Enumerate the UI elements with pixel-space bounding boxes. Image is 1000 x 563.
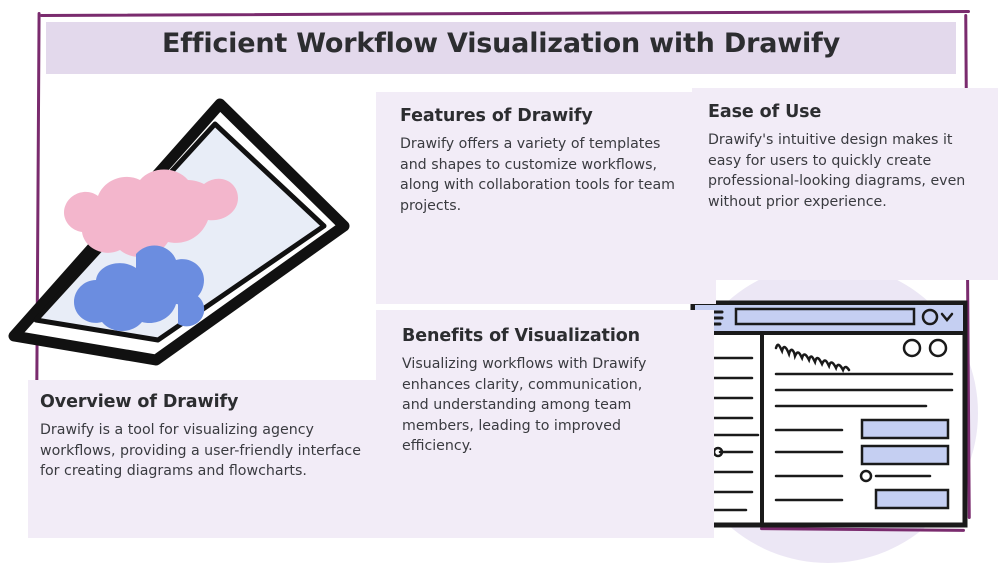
card-overview-body: Drawify is a tool for visualizing agency workflows, providing a user-friendly interface for creating diagrams and flowcharts. — [40, 422, 361, 480]
page-title: Efficient Workflow Visualization with Drawify — [161, 28, 840, 59]
card-overview-title: Overview of Drawify — [40, 392, 239, 412]
card-ease-body: Drawify's intuitive design makes it easy for users to quickly create professional-looking diagrams, even without prior experience. — [708, 132, 966, 210]
card-ease-of-use — [692, 88, 998, 280]
card-benefits-title: Benefits of Visualization — [402, 326, 641, 346]
frame-top-line — [40, 10, 970, 17]
card-benefits-body: Visualizing workflows with Drawify enhances clarity, communication, and understanding among team members, leading to improved efficiency. — [402, 356, 647, 455]
card-features-body: Drawify offers a variety of templates and shapes to customize workflows, along with collaboration tools for team projects. — [400, 136, 675, 214]
card-overview-of-drawify — [28, 380, 388, 538]
app-window-sketch-illustration — [690, 300, 968, 528]
tilted-drawing-canvas-illustration — [8, 98, 348, 368]
card-ease-title: Ease of Use — [708, 102, 822, 122]
card-features-of-drawify — [376, 92, 716, 304]
card-features-title: Features of Drawify — [400, 106, 593, 126]
card-benefits-of-visualization — [376, 310, 714, 538]
